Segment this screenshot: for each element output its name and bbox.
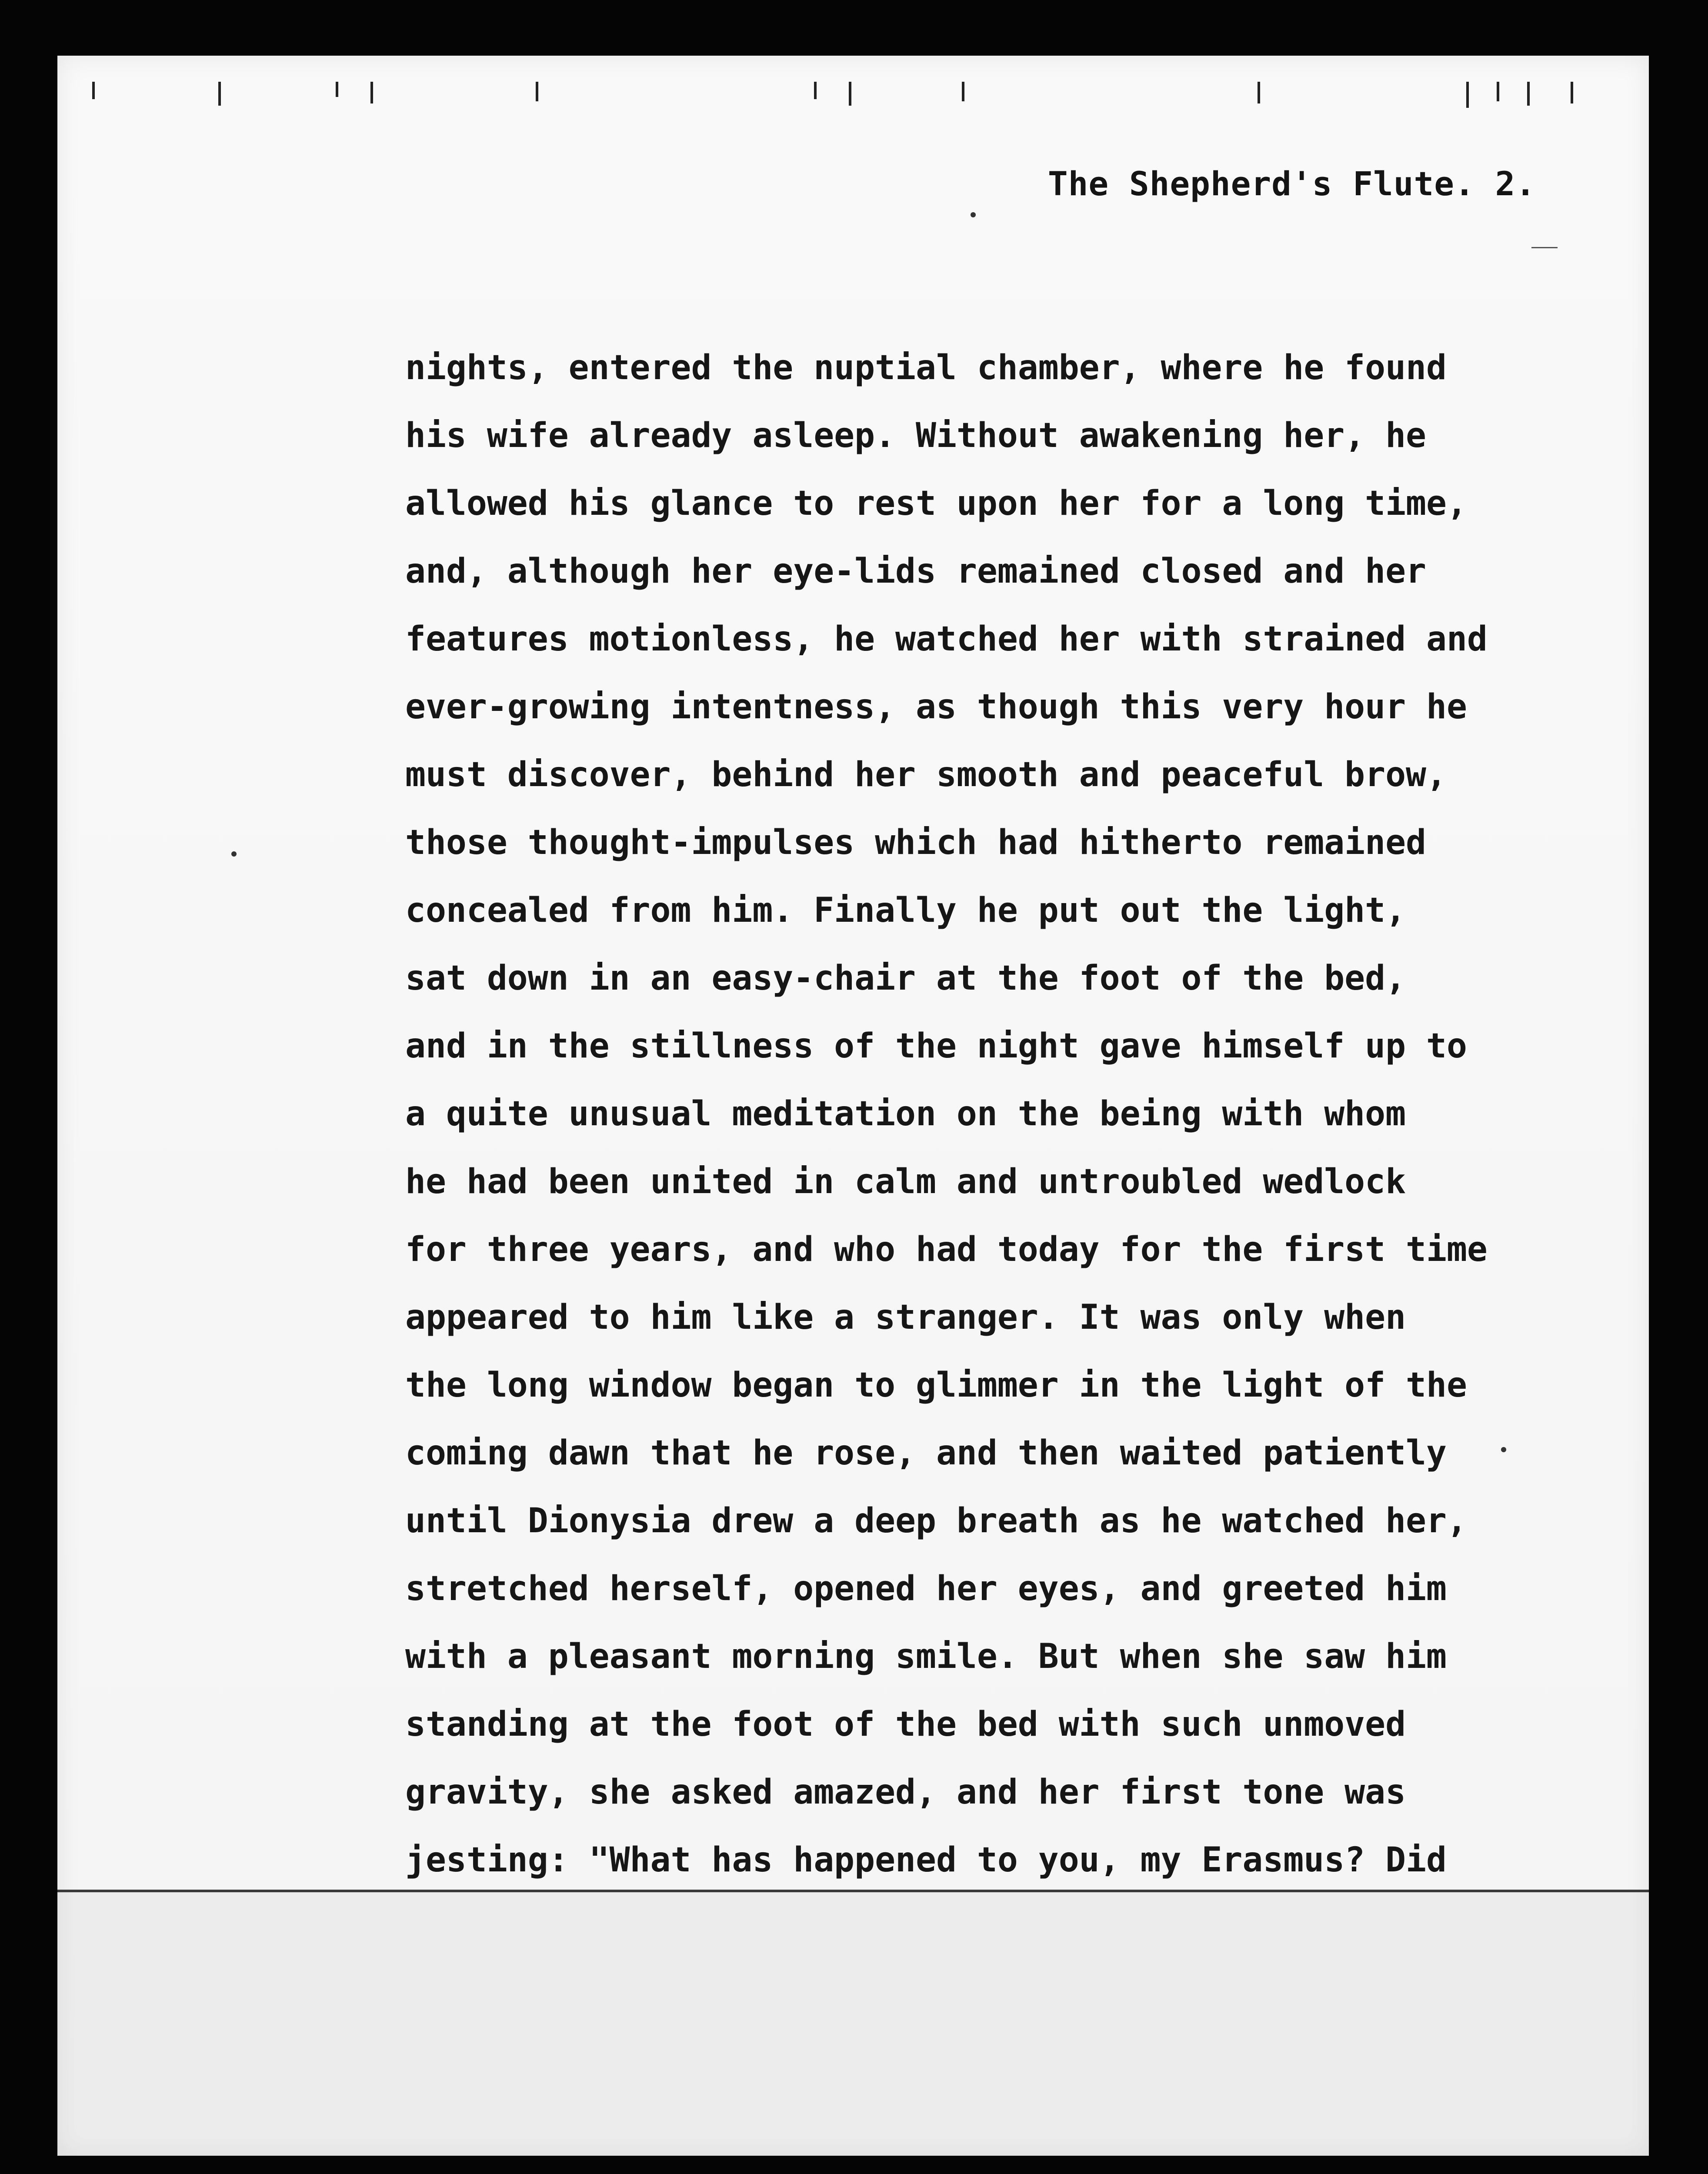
typewritten-page: [57, 56, 1649, 2156]
text-line: sat down in an easy-chair at the foot of the bed,: [405, 959, 1406, 998]
text-line: nights, entered the nuptial chamber, where he found: [405, 348, 1447, 387]
text-line: ever-growing intentness, as though this very hour he: [405, 687, 1467, 727]
text-line: jesting: "What has happened to you, my Erasmus? Did: [405, 1841, 1447, 1880]
text-line: allowed his glance to rest upon her for a long time,: [405, 484, 1467, 523]
text-line: those thought-impulses which had hitherto remained: [405, 823, 1426, 862]
text-line: gravity, she asked amazed, and her first tone was: [405, 1773, 1406, 1812]
paper-speck: [971, 212, 976, 217]
text-line: for three years, and who had today for the first time: [405, 1230, 1488, 1269]
running-header: The Shepherd's Flute. 2.: [1047, 164, 1536, 203]
text-line: until Dionysia drew a deep breath as he watched her,: [405, 1501, 1467, 1540]
text-line: he had been united in calm and untroubled wedlock: [405, 1162, 1406, 1201]
text-line: features motionless, he watched her with strained and: [405, 620, 1488, 659]
text-line: the long window began to glimmer in the light of the: [405, 1366, 1467, 1405]
text-line: must discover, behind her smooth and peaceful brow,: [405, 755, 1447, 794]
text-line: a quite unusual meditation on the being with whom: [405, 1094, 1406, 1134]
text-line: and in the stillness of the night gave himself up to: [405, 1027, 1467, 1066]
text-line: stretched herself, opened her eyes, and greeted him: [405, 1569, 1447, 1608]
text-line: appeared to him like a stranger. It was only when: [405, 1298, 1406, 1337]
lower-page-shade: [57, 1892, 1649, 2156]
paper-speck: [1501, 1447, 1506, 1452]
text-line: with a pleasant morning smile. But when she saw him: [405, 1637, 1447, 1676]
header-rule: [1531, 247, 1558, 248]
text-line: standing at the foot of the bed with such unmoved: [405, 1705, 1406, 1744]
text-line: coming dawn that he rose, and then waited patiently: [405, 1434, 1447, 1473]
text-line: and, although her eye-lids remained closed and her: [405, 552, 1426, 591]
paper-speck: [231, 851, 237, 857]
page-fold-line: [57, 1890, 1649, 1892]
top-edge-marks: [92, 82, 1605, 121]
text-line: his wife already asleep. Without awakening her, he: [405, 416, 1426, 455]
text-line: concealed from him. Finally he put out the light,: [405, 891, 1406, 930]
body-text: [405, 334, 1558, 1894]
